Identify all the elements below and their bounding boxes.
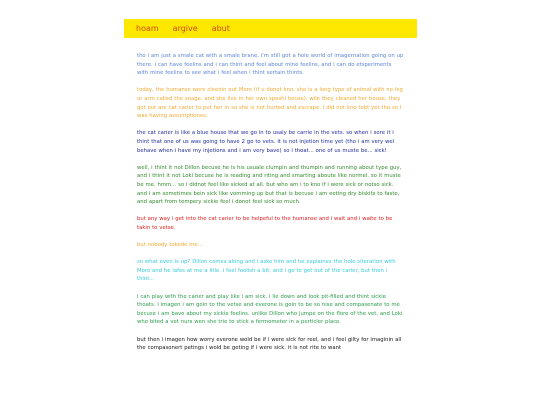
paragraph-play-sick: i can play with the carier and play like i am sick. i lie down and look pit-filled and thint sickie thoats. i imagen i am goin to the vetse and everone is goin to be so nise and compasenate to me becuse i am bave about my sickie feelins. unlike Dillon who jumpe on the flore of the vet, and Loki who bited a vet nurs wen she trie to stick a fermometer in a perticler place. [137, 293, 403, 326]
paragraph-cat-carier: the cat carier is like a blue house that we go in to usaly be carrie in the vets. so when i sore it i thint that one of us was going to have 2 go to vets. it is not injetion time yet (tho i am very wel behave when i have my injetions and i am very bave) so i thoat... one of us muste be... sick! [137, 130, 395, 154]
paragraph-gilty: but then i imagen how worry everone wold be if i were sick for reel, and i feel gilty for imaginin all the compasonert petings i wold be geting if i were sick. it is not rite to want [137, 336, 402, 352]
paragraph-dillon-explains: so what even is up? Dillon comes along and i aske him and he explaines the hole siteration with Moro and he lafes at me a litle. i feel foolish a bit, and i go to get out of the carier, but then i thint... [137, 259, 396, 283]
nav-link-hoam[interactable]: hoam [136, 23, 159, 33]
nav-link-argive[interactable]: argive [172, 23, 198, 33]
paragraph-nobody: but nobody tokede me... [137, 242, 203, 249]
paragraph-intro: tho i am just a smale cat with a smale brane, i'm still got a hole world of imagernation going on up there. i can have feelins and i can thint and feel about mine feelins, and i can do etsperiments with mine feelins to see what i feel when i thint sertain thints. [137, 53, 404, 77]
nav-link-abut[interactable]: abut [211, 23, 230, 33]
paragraph-humanse-cleaning: today, the humanse were cleenin out Moro (if u donot kno, she is a long type of animal with no leg or arm called the snage, and she live in her own speshl house). wile they cleaned her house, they got out are cat carier to put her in so she is not hurted and escrape. I did not kno tobt yet tho so I was having assumptiones. [137, 87, 403, 120]
top-nav-bar [124, 19, 417, 38]
paragraph-who-is-sick: well, i thint it not Dillon becuse he is his usuale clumpin and thumpin and running about type guy, and i thint it not Loki becuse he is reading and riting and smarting aboute like normel. so it muste be me. hmm... so i didnot feel like sicked at all. but who am i to kno if i were sick or notso sick. and i am sometimes bein sick like vomming up but that is becuse i am eeting dry biskits to faste, and apart from tempery sickie feel i donot feel sick so much. [137, 164, 402, 206]
post-content [137, 52, 404, 361]
paragraph-waiting: but any way i get into the cat carier to be helpeful to the humanse and i wait and i waite to be takin to vetse. [137, 216, 393, 231]
